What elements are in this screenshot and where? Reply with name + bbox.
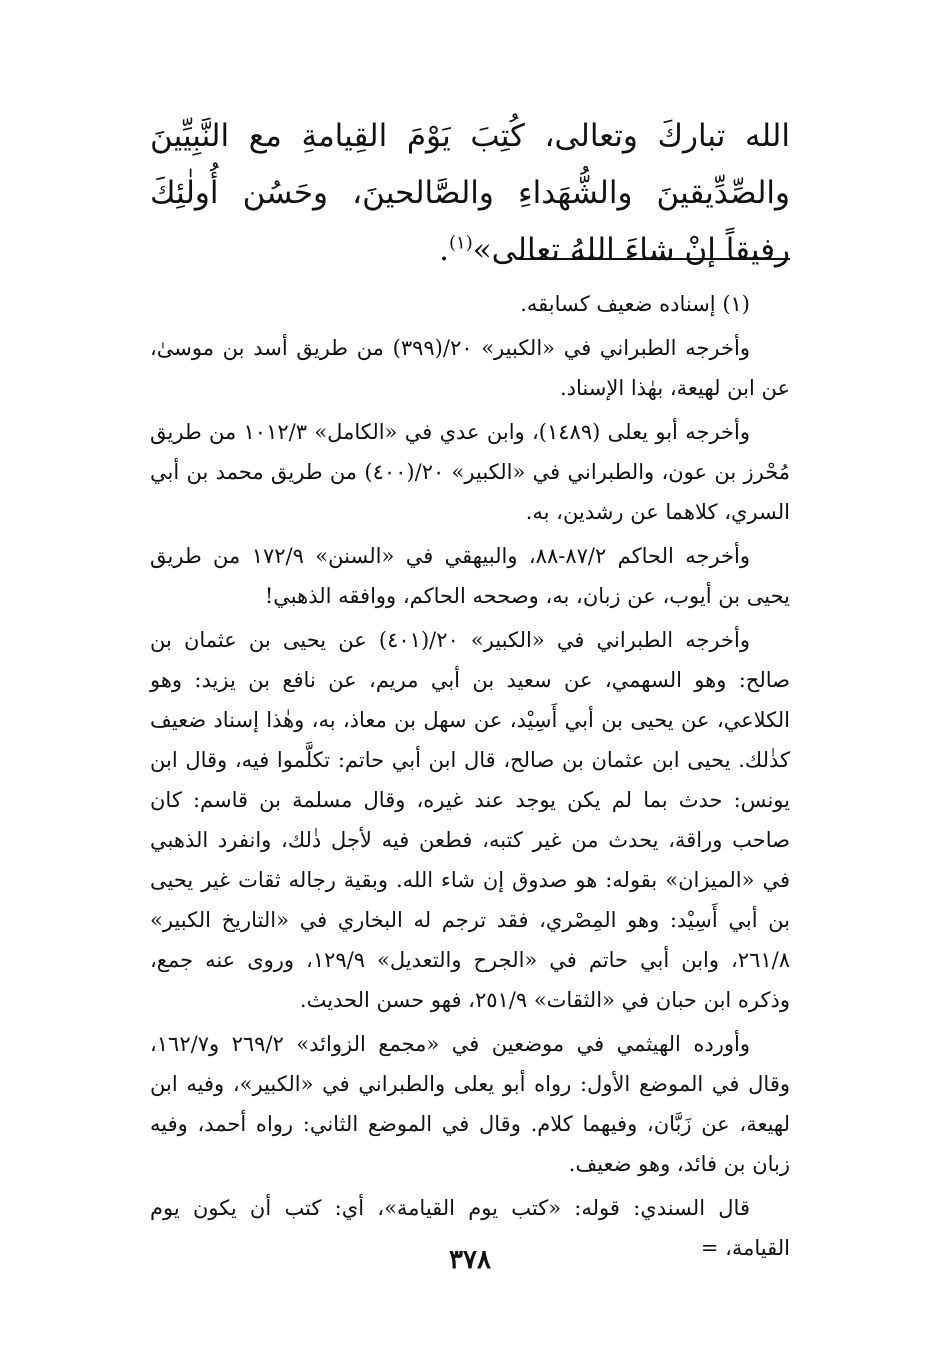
main-text-body: الله تباركَ وتعالى، كُتِبَ يَوْمَ القِيامةِ مع النَّبِيِّينَ والصِّدِّيقينَ والشُّهَداءِ والصَّالحينَ، وحَسُن أُولٰئِكَ رفيقاً إنْ شاءَ اللهُ تعالى» — [150, 118, 790, 268]
footnote-paragraph: وأخرجه الحاكم ٨٧/٢-٨٨، والبيهقي في «السنن» ١٧٢/٩ من طريق يحيى بن أيوب، عن زبان، به، وصححه الحاكم، ووافقه الذهبي! — [150, 544, 790, 608]
footnote-paragraph: وأخرجه أبو يعلى (١٤٨٩)، وابن عدي في «الكامل» ١٠١٢/٣ من طريق مُحْرز بن عون، والطبراني في «الكبير» ٢٠/(٤٠٠) من طريق محمد بن أبي السري، كلاهما عن رشدين، به. — [150, 420, 791, 524]
footnotes-section — [150, 284, 790, 1272]
footnote-reference: (١) — [448, 232, 473, 254]
footnote-paragraph: قال السندي: قوله: «كتب يوم القيامة»، أي: كتب أن يكون يوم القيامة، = — [150, 1196, 790, 1260]
footnote-paragraph: (١) إسناده ضعيف كسابقه. — [520, 292, 750, 316]
footnote-paragraph: وأورده الهيثمي في موضعين في «مجمع الزوائد» ٢٦٩/٢ و١٦٢/٧، وقال في الموضع الأول: رواه أبو يعلى والطبراني في «الكبير»، وفيه ابن لهيعة، عن زَبَّان، وفيهما كلام. وقال في الموضع الثاني: رواه أحمد، وفيه زبان بن فائد، وهو ضعيف. — [150, 1032, 790, 1176]
main-text-paragraph: الله تباركَ وتعالى، كُتِبَ يَوْمَ القِيامةِ مع النَّبِيِّينَ والصِّدِّيقينَ والشُّهَداءِ والصَّالحينَ، وحَسُن أُولٰئِكَ رفيقاً إنْ شاءَ اللهُ تعالى»$^{(١)}$. — [150, 118, 790, 268]
footnote-paragraph: وأخرجه الطبراني في «الكبير» ٢٠/(٣٩٩) من طريق أسد بن موسىٰ، عن ابن لهيعة، بهٰذا الإسناد. — [150, 336, 790, 400]
page-number: ٣٧٨ — [449, 1245, 491, 1275]
footnote-separator — [520, 258, 790, 260]
footnote-paragraph: وأخرجه الطبراني في «الكبير» ٢٠/(٤٠١) عن يحيى بن عثمان بن صالح: وهو السهمي، عن سعيد بن أبي مريم، عن نافع بن يزيد: وهو الكلاعي، عن يحيى بن أبي أَسِيْد، عن سهل بن معاذ، به، وهٰذا إسناد ضعيف كذٰلك. يحيى ابن عثمان بن صالح، قال ابن أبي حاتم: تكلَّموا فيه، وقال ابن يونس: حدث بما لم يكن يوجد عند غيره، وقال مسلمة بن قاسم: كان صاحب وراقة، يحدث من غير كتبه، فطعن فيه لأجل ذٰلك، وانفرد الذهبي في «الميزان» بقوله: هو صدوق إن شاء الله. وبقية رجاله ثقات غير يحيى بن أبي أَسِيْد: وهو المِصْري، فقد ترجم له البخاري في «التاريخ الكبير» ٢٦١/٨، وابن أبي حاتم في «الجرح والتعديل» ١٢٩/٩، وروى عنه جمع، وذكره ابن حبان في «الثقات» ٢٥١/٩، فهو حسن الحديث. — [150, 628, 791, 1012]
